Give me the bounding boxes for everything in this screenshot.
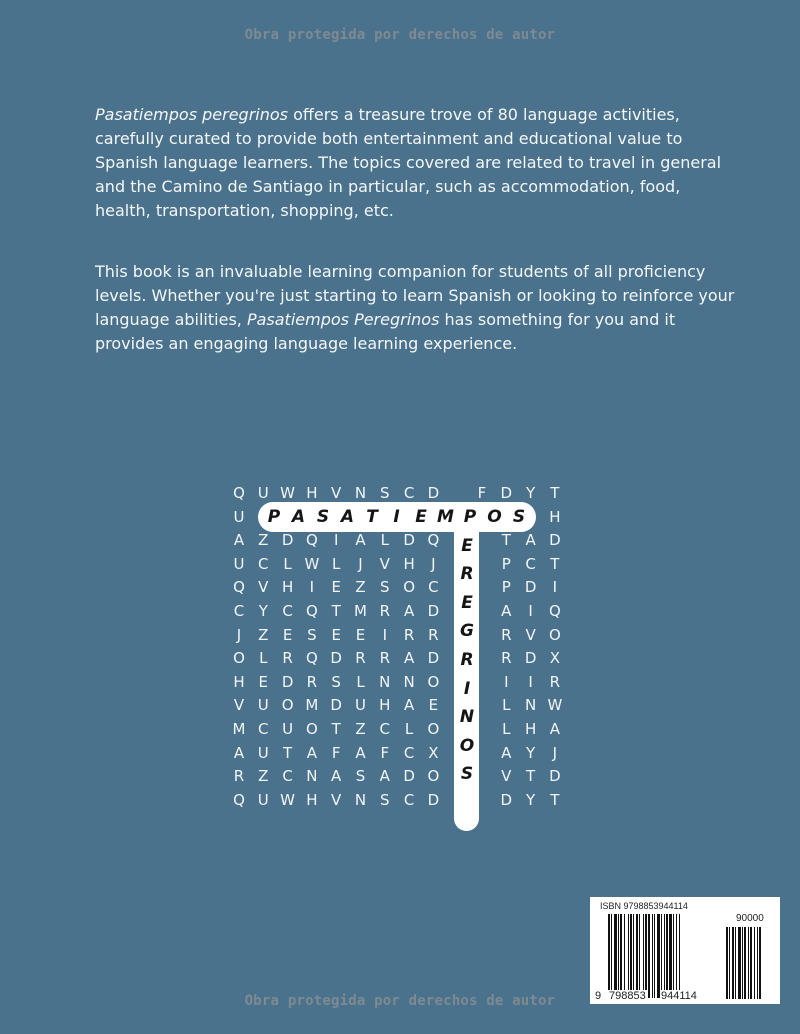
barcode-bar bbox=[628, 914, 629, 998]
grid-letter: V bbox=[331, 484, 342, 502]
grid-letter: R bbox=[428, 625, 439, 644]
grid-letter: N bbox=[354, 484, 367, 502]
barcode-bar bbox=[630, 914, 632, 998]
grid-letter: L bbox=[404, 720, 414, 738]
grid-letter: D bbox=[524, 578, 537, 597]
barcode-digits-left: 798853 bbox=[609, 990, 646, 1002]
grid-letter: M bbox=[354, 602, 367, 620]
barcode-bar bbox=[643, 914, 644, 998]
barcode-main-bars bbox=[608, 914, 710, 998]
barcode-bar bbox=[633, 914, 634, 998]
barcode-bar bbox=[673, 914, 674, 998]
grid-letter: H bbox=[524, 720, 537, 738]
highlighted-letter: A bbox=[340, 507, 355, 527]
grid-letter: O bbox=[305, 720, 318, 738]
grid-letter: Q bbox=[305, 602, 318, 620]
grid-letter: T bbox=[550, 484, 560, 502]
grid-letter: T bbox=[331, 602, 341, 620]
grid-letter: D bbox=[403, 767, 415, 786]
grid-letter: D bbox=[500, 790, 513, 809]
paragraph-text: offers a treasure trove of 80 language activities, carefully curated to provide both entertainment and educational value to Spanish language learners. The topics covered are related to travel in general and the Camino de Santiago in particular, such as accommodation, food, health, transportation, shopping, etc. bbox=[95, 105, 722, 220]
grid-letter: M bbox=[232, 720, 246, 738]
barcode-bar bbox=[648, 914, 650, 998]
grid-letter: I bbox=[504, 672, 509, 691]
grid-letter: R bbox=[379, 602, 391, 620]
grid-letter: Q bbox=[548, 602, 561, 620]
grid-letter: C bbox=[282, 602, 293, 620]
highlighted-letter: I bbox=[463, 678, 471, 699]
highlighted-letter: E bbox=[461, 592, 473, 613]
grid-letter: A bbox=[501, 602, 512, 620]
grid-letter: O bbox=[427, 767, 440, 786]
grid-letter: T bbox=[501, 531, 511, 550]
grid-letter: I bbox=[528, 672, 533, 691]
grid-letter: J bbox=[236, 625, 242, 644]
grid-letter: V bbox=[258, 578, 269, 597]
barcode-bar bbox=[645, 914, 647, 998]
barcode-bar bbox=[669, 914, 672, 998]
grid-letter: U bbox=[282, 720, 294, 738]
barcode-addon-bar bbox=[732, 927, 734, 999]
grid-letter: X bbox=[428, 743, 439, 762]
grid-letter: D bbox=[330, 696, 342, 715]
barcode-bar bbox=[639, 914, 640, 998]
grid-letter: S bbox=[380, 484, 390, 502]
barcode-addon-bar bbox=[729, 927, 730, 999]
grid-letter: A bbox=[549, 720, 561, 738]
grid-letter: D bbox=[330, 649, 342, 668]
grid-letter: E bbox=[331, 578, 341, 597]
grid-letter: H bbox=[403, 554, 415, 573]
watermark-bottom: Obra protegida por derechos de autor bbox=[244, 993, 556, 1009]
grid-letter: R bbox=[355, 649, 366, 668]
barcode-addon-bars bbox=[726, 927, 774, 999]
grid-letter: L bbox=[332, 554, 341, 573]
grid-letter: D bbox=[427, 602, 440, 620]
grid-letter: W bbox=[280, 484, 296, 502]
barcode-addon-bar bbox=[735, 927, 736, 999]
grid-letter: F bbox=[380, 743, 390, 762]
grid-letter: N bbox=[524, 696, 537, 715]
grid-letter: A bbox=[403, 602, 415, 620]
grid-letter: D bbox=[427, 790, 440, 809]
barcode-bar bbox=[614, 914, 617, 998]
grid-letter: A bbox=[525, 531, 536, 550]
grid-letter: H bbox=[306, 790, 318, 809]
grid-letter: H bbox=[549, 507, 561, 526]
grid-letter: Z bbox=[355, 578, 366, 597]
grid-letter: I bbox=[382, 625, 388, 644]
grid-letter: X bbox=[549, 649, 561, 668]
grid-letter: T bbox=[550, 554, 560, 573]
grid-letter: Z bbox=[258, 767, 269, 786]
grid-letter: U bbox=[233, 507, 245, 526]
grid-letter: R bbox=[233, 767, 245, 786]
grid-letter: P bbox=[501, 578, 511, 597]
highlighted-letter: N bbox=[459, 707, 475, 728]
grid-letter: Q bbox=[233, 578, 245, 597]
grid-letter: H bbox=[281, 578, 294, 597]
grid-letter: W bbox=[304, 554, 320, 573]
grid-letter: R bbox=[549, 672, 561, 691]
grid-letter: Y bbox=[526, 484, 536, 502]
highlighted-letter: R bbox=[460, 564, 474, 585]
grid-letter: Z bbox=[258, 625, 269, 644]
highlighted-letter: G bbox=[460, 621, 474, 642]
grid-letter: Z bbox=[258, 531, 269, 550]
grid-letter: M bbox=[305, 696, 319, 715]
barcode-addon-bar bbox=[744, 927, 746, 999]
grid-letter: Q bbox=[305, 649, 318, 668]
highlighted-letter: P bbox=[267, 507, 281, 527]
grid-letter: C bbox=[403, 484, 415, 502]
watermark-top: Obra protegida por derechos de autor bbox=[244, 27, 556, 43]
grid-letter: D bbox=[427, 484, 440, 502]
barcode-bar bbox=[618, 914, 619, 998]
grid-letter: Z bbox=[355, 720, 366, 738]
blurb-paragraph-1 bbox=[95, 103, 735, 223]
grid-letter: Q bbox=[233, 790, 245, 809]
barcode-bar bbox=[652, 914, 653, 998]
book-title-italic: Pasatiempos peregrinos bbox=[95, 105, 288, 124]
grid-letter: V bbox=[233, 696, 245, 715]
grid-letter: L bbox=[380, 531, 389, 550]
grid-letter: C bbox=[403, 790, 415, 809]
grid-letter: C bbox=[258, 720, 269, 738]
grid-letter: L bbox=[259, 649, 268, 668]
highlighted-letter: O bbox=[487, 507, 502, 527]
barcode-bar bbox=[654, 914, 655, 998]
barcode-bar bbox=[679, 914, 680, 998]
grid-letter: E bbox=[428, 696, 439, 715]
barcode-addon-bar bbox=[738, 927, 741, 999]
barcode-bar bbox=[661, 914, 662, 998]
grid-letter: W bbox=[280, 790, 296, 809]
grid-letter: I bbox=[333, 531, 339, 550]
barcode-bar bbox=[611, 914, 612, 998]
barcode-addon-bar bbox=[742, 927, 743, 999]
grid-letter: R bbox=[403, 625, 415, 644]
barcode-bar bbox=[620, 914, 622, 998]
highlighted-letter: T bbox=[366, 507, 378, 527]
highlighted-letter: S bbox=[512, 507, 526, 527]
grid-letter: C bbox=[282, 767, 293, 786]
grid-letter: V bbox=[501, 767, 512, 786]
barcode-bar bbox=[657, 914, 660, 998]
barcode-bar bbox=[664, 914, 665, 998]
grid-letter: N bbox=[379, 672, 391, 691]
grid-letter: T bbox=[550, 790, 560, 809]
grid-letter: F bbox=[331, 743, 341, 762]
grid-letter: U bbox=[233, 554, 245, 573]
grid-letter: D bbox=[403, 531, 415, 550]
highlighted-letter: S bbox=[460, 764, 474, 785]
grid-letter: U bbox=[257, 743, 269, 762]
grid-letter: Y bbox=[526, 743, 536, 762]
highlighted-letter: E bbox=[461, 535, 473, 556]
blurb-paragraph-2 bbox=[95, 260, 735, 356]
grid-letter: L bbox=[283, 554, 292, 573]
grid-letter: S bbox=[355, 767, 366, 786]
grid-letter: A bbox=[306, 743, 318, 762]
grid-letter: I bbox=[552, 578, 558, 597]
barcode-addon-bar bbox=[726, 927, 728, 999]
barcode-digit-first: 9 bbox=[595, 990, 602, 1002]
grid-letter: S bbox=[307, 625, 317, 644]
grid-letter: S bbox=[331, 672, 341, 691]
grid-letter: U bbox=[257, 790, 269, 809]
grid-letter: T bbox=[526, 767, 536, 786]
grid-letter: Y bbox=[258, 602, 268, 620]
grid-letter: O bbox=[427, 672, 440, 691]
grid-letter: R bbox=[501, 649, 512, 668]
grid-letter: C bbox=[525, 554, 536, 573]
barcode-bar bbox=[624, 914, 625, 998]
grid-letter: J bbox=[431, 554, 436, 573]
grid-letter: C bbox=[379, 720, 391, 738]
paragraph-text-after: has something for you and it provides an engaging language learning experience. bbox=[95, 310, 676, 353]
grid-letter: N bbox=[306, 767, 318, 786]
grid-letter: O bbox=[427, 720, 440, 738]
grid-letter: A bbox=[233, 531, 245, 550]
grid-letter: I bbox=[528, 602, 533, 620]
barcode-bar bbox=[676, 914, 677, 998]
barcode-bar bbox=[666, 914, 668, 998]
grid-letter: Q bbox=[233, 484, 245, 502]
grid-letter: A bbox=[379, 767, 390, 786]
grid-letter: S bbox=[380, 790, 390, 809]
grid-letter: R bbox=[501, 625, 512, 644]
grid-letter: P bbox=[501, 554, 511, 573]
grid-letter: N bbox=[403, 672, 415, 691]
grid-letter: E bbox=[355, 625, 366, 644]
grid-letter: Q bbox=[305, 531, 318, 550]
highlighted-letter: S bbox=[316, 507, 330, 527]
grid-letter: U bbox=[257, 484, 269, 502]
grid-letter: D bbox=[427, 649, 440, 668]
barcode-block bbox=[590, 897, 780, 1004]
barcode-bar bbox=[608, 914, 610, 998]
highlighted-letter: E bbox=[415, 507, 427, 527]
grid-letter: U bbox=[355, 696, 366, 715]
grid-letter: Q bbox=[427, 531, 440, 550]
barcode-addon-bar bbox=[748, 927, 749, 999]
grid-letter: A bbox=[403, 696, 415, 715]
barcode-addon-bar bbox=[757, 927, 758, 999]
grid-letter: A bbox=[501, 743, 512, 762]
grid-letter: D bbox=[524, 649, 537, 668]
grid-letter: O bbox=[281, 696, 294, 715]
grid-letter: C bbox=[403, 743, 415, 762]
grid-letter: O bbox=[548, 625, 561, 644]
grid-letter: H bbox=[379, 696, 391, 715]
grid-letter: V bbox=[525, 625, 536, 644]
barcode-digits-right: 944114 bbox=[661, 990, 697, 1002]
grid-letter: C bbox=[258, 554, 269, 573]
grid-letter: E bbox=[282, 625, 293, 644]
grid-letter: H bbox=[233, 672, 245, 691]
grid-letter: R bbox=[306, 672, 318, 691]
grid-letter: N bbox=[354, 790, 367, 809]
grid-letter: D bbox=[281, 531, 294, 550]
grid-letter: A bbox=[331, 767, 342, 786]
isbn-label: ISBN 9798853944114 bbox=[600, 901, 688, 911]
grid-letter: D bbox=[549, 531, 561, 550]
grid-letter: L bbox=[502, 720, 511, 738]
grid-letter: R bbox=[282, 649, 293, 668]
grid-letter: U bbox=[257, 696, 269, 715]
highlighted-letter: M bbox=[437, 507, 454, 527]
grid-letter: T bbox=[331, 720, 341, 738]
grid-letter: D bbox=[500, 484, 513, 502]
grid-letter: V bbox=[331, 790, 342, 809]
grid-letter: E bbox=[258, 672, 269, 691]
barcode-addon-bar bbox=[754, 927, 755, 999]
grid-letter: J bbox=[552, 743, 558, 762]
addon-code: 90000 bbox=[736, 913, 764, 924]
barcode-addon-bar bbox=[759, 927, 761, 999]
grid-letter: S bbox=[380, 578, 390, 597]
grid-letter: O bbox=[403, 578, 415, 597]
grid-letter: V bbox=[379, 554, 390, 573]
grid-letter: Y bbox=[526, 790, 536, 809]
highlighted-letter: O bbox=[459, 735, 475, 756]
grid-letter: A bbox=[355, 531, 366, 550]
grid-letter: R bbox=[379, 649, 391, 668]
grid-letter: C bbox=[233, 602, 245, 620]
grid-letter: W bbox=[547, 696, 563, 715]
grid-letter: F bbox=[477, 484, 487, 502]
barcode-bar bbox=[636, 914, 638, 998]
grid-letter: L bbox=[356, 672, 365, 691]
grid-letter: A bbox=[233, 743, 245, 762]
grid-letter: O bbox=[233, 649, 245, 668]
grid-letter: I bbox=[309, 578, 315, 597]
grid-letter: H bbox=[306, 484, 318, 502]
grid-letter: C bbox=[428, 578, 439, 597]
grid-letter: A bbox=[403, 649, 415, 668]
grid-letter: J bbox=[358, 554, 363, 573]
grid-letter: D bbox=[281, 672, 294, 691]
grid-letter: E bbox=[331, 625, 341, 644]
highlighted-letter: P bbox=[463, 507, 477, 527]
barcode-addon-bar bbox=[750, 927, 752, 999]
grid-letter: A bbox=[355, 743, 366, 762]
highlighted-letter: A bbox=[291, 507, 306, 527]
book-title-italic: Pasatiempos Peregrinos bbox=[246, 310, 440, 329]
grid-letter: T bbox=[283, 743, 293, 762]
paragraph-text-before: This book is an invaluable learning companion for students of all proficiency levels. Whether you're just starting to learn Spanish or looking to reinforce your language abilities, bbox=[95, 262, 735, 329]
grid-letter: L bbox=[502, 696, 511, 715]
highlighted-letter: R bbox=[460, 650, 474, 670]
highlighted-letter: I bbox=[393, 507, 400, 527]
grid-letter: D bbox=[549, 767, 561, 786]
